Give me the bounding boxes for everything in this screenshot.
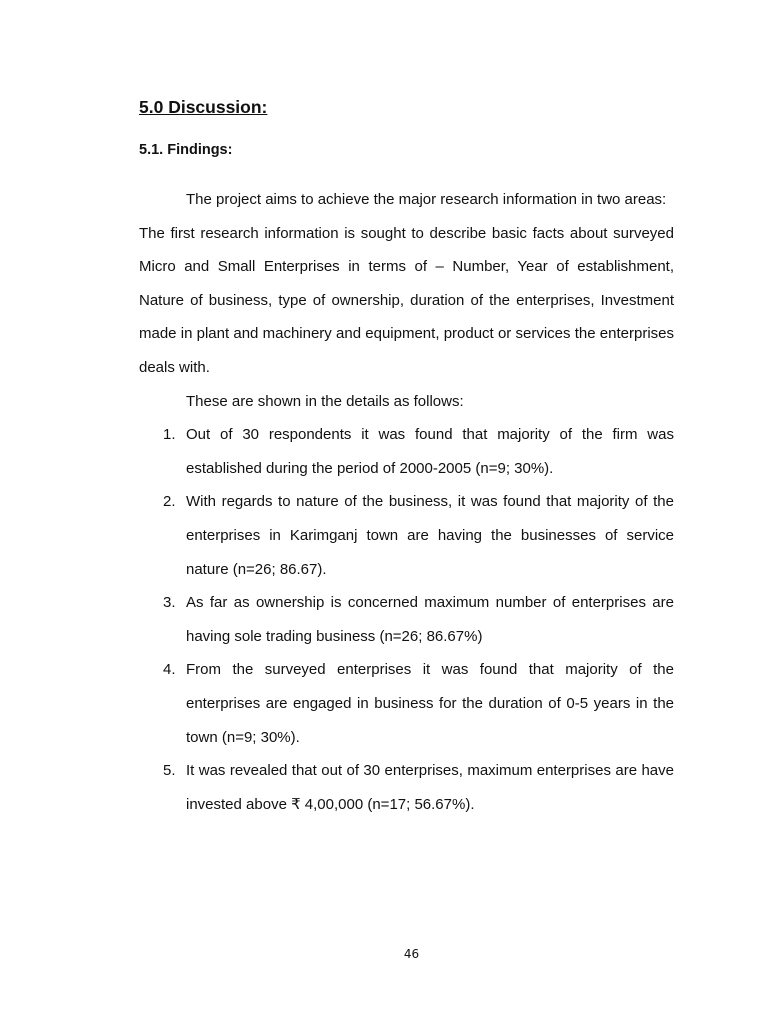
finding-text: Out of 30 respondents it was found that majority of the firm was established during the period of 2000-2005 (n=9; 30%).: [186, 426, 674, 477]
findings-list: [139, 418, 674, 821]
finding-number: 4.: [163, 661, 176, 679]
intro-paragraph: The project aims to achieve the major research information in two areas:: [186, 191, 667, 208]
finding-item: [139, 485, 674, 586]
finding-text: As far as ownership is concerned maximum number of enterprises are having sole trading business (n=26; 86.67%): [186, 594, 674, 645]
finding-number: 5.: [163, 762, 176, 780]
details-intro: These are shown in the details as follows:: [186, 392, 464, 410]
section-heading: 5.0 Discussion:: [139, 97, 268, 117]
finding-number: 1.: [163, 426, 176, 444]
finding-text: It was revealed that out of 30 enterprises, maximum enterprises are have invested above ₹ 4,00,000 (n=17; 56.67%).: [186, 762, 674, 813]
finding-number: 3.: [163, 594, 176, 612]
finding-number: 2.: [163, 493, 176, 511]
first-research-paragraph: The first research information is sought to describe basic facts about surveyed Micro and Small Enterprises in terms of – Number, Year of establishment, Nature of business, type of ownership, duration of the enterprises, Investment made in plant and machinery and equipment, product or services the enterprises deals with.: [139, 224, 674, 376]
subsection-heading: 5.1. Findings:: [139, 142, 233, 158]
page-content: [139, 96, 674, 821]
finding-item: [139, 653, 674, 754]
page-number: 46: [403, 947, 420, 961]
finding-item: [139, 418, 674, 485]
finding-text: With regards to nature of the business, it was found that majority of the enterprises in Karimganj town are having the businesses of service nature (n=26; 86.67).: [186, 493, 674, 578]
finding-item: [139, 586, 674, 653]
finding-item: [139, 754, 674, 821]
finding-text: From the surveyed enterprises it was found that majority of the enterprises are engaged in business for the duration of 0-5 years in the town (n=9; 30%).: [186, 661, 674, 746]
